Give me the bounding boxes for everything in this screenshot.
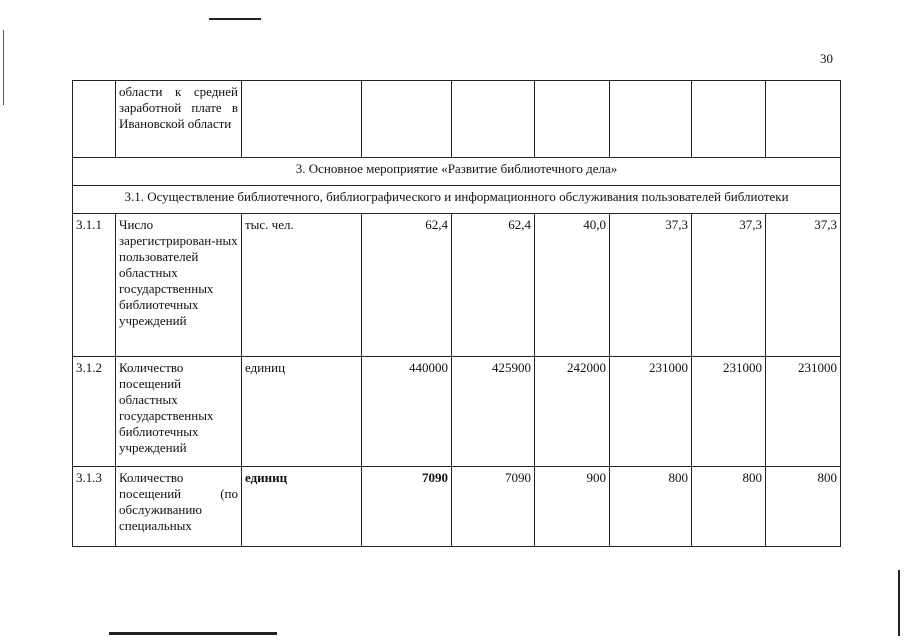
- row-name: Количество посещений (по обслуживанию специальных: [116, 467, 242, 547]
- continued-value-cell: [535, 81, 610, 158]
- row-code: 3.1.2: [73, 357, 116, 467]
- continued-name-cell: области к средней заработной плате в Ивановской области: [116, 81, 242, 158]
- scan-mark-left-edge: [3, 30, 4, 105]
- continued-unit-cell: [242, 81, 362, 158]
- row-value: 800: [610, 467, 692, 547]
- row-value: 800: [766, 467, 841, 547]
- row-value: 37,3: [692, 214, 766, 357]
- row-value: 37,3: [766, 214, 841, 357]
- row-value: 40,0: [535, 214, 610, 357]
- table-row-continued: [73, 81, 841, 158]
- row-name: Количество посещений областных государственных библиотечных учреждений: [116, 357, 242, 467]
- continued-value-cell: [692, 81, 766, 158]
- row-value: 37,3: [610, 214, 692, 357]
- scan-mark-top: [209, 18, 261, 20]
- row-value: 425900: [452, 357, 535, 467]
- row-value: 440000: [362, 357, 452, 467]
- page-number: 30: [820, 51, 833, 66]
- scan-mark-bottom: [109, 632, 277, 635]
- row-value: 62,4: [362, 214, 452, 357]
- row-value: 800: [692, 467, 766, 547]
- table-row: [73, 357, 841, 467]
- row-name: Число зарегистрирован-ных пользователей областных государственных библиотечных учреждений: [116, 214, 242, 357]
- row-code: 3.1.3: [73, 467, 116, 547]
- row-unit: тыс. чел.: [242, 214, 362, 357]
- continued-value-cell: [766, 81, 841, 158]
- subsection-heading: 3.1. Осуществление библиотечного, библиографического и информационного обслуживания пользователей библиотеки: [73, 186, 841, 214]
- row-value: 231000: [766, 357, 841, 467]
- row-value: 62,4: [452, 214, 535, 357]
- row-value: 231000: [692, 357, 766, 467]
- row-value: 900: [535, 467, 610, 547]
- scan-mark-right-edge: [898, 570, 900, 636]
- subsection-heading-row: [73, 186, 841, 214]
- continued-code-cell: [73, 81, 116, 158]
- continued-value-cell: [362, 81, 452, 158]
- continued-value-cell: [452, 81, 535, 158]
- section-heading: 3. Основное мероприятие «Развитие библиотечного дела»: [73, 158, 841, 186]
- table-row: [73, 214, 841, 357]
- row-unit: единиц: [242, 467, 362, 547]
- continued-value-cell: [610, 81, 692, 158]
- table-row: [73, 467, 841, 547]
- section-heading-row: [73, 158, 841, 186]
- row-value: 7090: [362, 467, 452, 547]
- row-value: 231000: [610, 357, 692, 467]
- row-unit: единиц: [242, 357, 362, 467]
- indicators-table: [72, 80, 841, 547]
- row-value: 242000: [535, 357, 610, 467]
- row-code: 3.1.1: [73, 214, 116, 357]
- row-value: 7090: [452, 467, 535, 547]
